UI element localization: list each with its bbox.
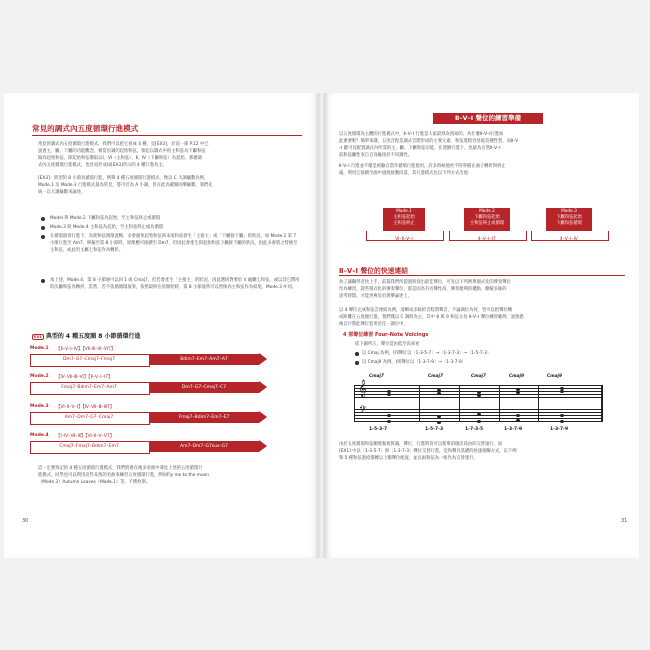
mode2-chords-b: Dm7–G7–Cmaj7–C7	[149, 382, 259, 393]
section-banner: Ⅱ–Ⅴ–Ⅰ 聲位的練習準備	[433, 113, 543, 124]
bullet-dot	[41, 226, 45, 230]
barline	[499, 385, 500, 421]
chord-name: Cmaj9	[509, 374, 524, 379]
voicing-label: 1-5-3-7	[369, 427, 388, 432]
mode3-sequence: Ⅱ–Ⅴ–Ⅰ–Ⅳ	[560, 237, 578, 242]
subsection-title: Ⅱ–Ⅴ–Ⅰ 聲位的快速連結	[339, 267, 409, 275]
final-barline	[601, 385, 603, 421]
voicing-list-1: 以 Cmaj 為例，Ⅰ到聲位以〔1-3-5-7〕→〔1-3-7-3〕→〔1-5-7-3〕	[362, 351, 492, 356]
mode3-chords-a: Am7–Dm7–G7–Cmaj7	[64, 415, 114, 420]
mode2-progression: 【Ⅳ–Ⅶ–Ⅲ–Ⅵ】【Ⅱ–Ⅴ–Ⅰ–Ⅰ7】	[56, 375, 113, 380]
mode4-progression: 【Ⅰ–Ⅳ–Ⅶ–Ⅲ】【Ⅵ–Ⅱ–Ⅴ–Ⅴ7】	[56, 434, 115, 439]
ex3-paragraph: [EX3]：典型的 8 小節為循環行進，例舉 4 種五度循環行進模式，像以 C 大調級數為例， Mode.1 及 Mode.3 行進模式最為常見，將可近為 A 小調，但在此為避開同樂級數，我們先 統一以大調級數來論述。	[38, 176, 213, 196]
paragraph-b: 以 4 聲位完成和弦音連結為例，清晰成多餘的音程間聲音，不論調位為何，皆可以把聲位構 成距離在五度圈行進，我們僅以 C 調與為主，其中 8 與 9 和弦分為 Ⅱ–Ⅴ–Ⅰ 聲位練習範例，請熟悉 後自行將此聲位套用於任一調位中。	[339, 308, 524, 328]
subsection-rule	[339, 275, 625, 276]
page-number-left: 30	[22, 518, 29, 524]
bass-clef-icon: 𝄢	[359, 404, 367, 418]
arrow-head	[259, 440, 267, 452]
mode1-chords-a: Dm7–G7–Cmaj7–Fmaj7	[62, 357, 116, 362]
ex-tag: EX3	[34, 335, 42, 339]
mode4-chords-a: Cmaj7–Fmaj7–Bdim7–Em7	[59, 444, 119, 449]
intro-paragraph-2: Ⅱ–Ⅴ–Ⅰ 行進並不僅是經驗自當作循環行進使用，許多時候他更不時穿插在曲子轉折與終止 處，利用它接續至曲中過渡接應段落，其行進模式包以下列方式出現：	[339, 164, 506, 177]
barline	[459, 385, 460, 421]
mode4-chords-b: Am7–Dm7–G7sus–G7	[149, 441, 259, 452]
book-spine	[318, 93, 325, 558]
chord-name: Cmaj7	[471, 374, 486, 379]
mode1-chords-b: Bdim7–Em7–Am7–A7	[149, 354, 259, 365]
bullet-dot	[355, 361, 359, 365]
bullet-dot	[355, 352, 359, 356]
mode2-box: Mode.2 下屬和弦起始 主和弦終止或循環	[464, 208, 510, 231]
treble-clef-icon: 𝄞	[358, 379, 367, 397]
paragraph-a: 為了讓鋼琴者快上手，前篇我們所提過與找出最佳聲位，可先以下列例舉個式化的彈奏聲位 作為練習，證些制式化的彈奏聲位，都是因為有名聲性高、彈奏便利的優點，瞭解多餘的 思考時間，才能更專於於與樂論述上。	[339, 280, 511, 300]
voicing-list-2: 以 Cmaj9 為例，Ⅰ到聲位以〔1-3-7-9〕→〔1-3-7-9〕	[362, 360, 467, 365]
bullet-dot	[41, 279, 45, 283]
mode1-progression: 【Ⅱ–Ⅴ–Ⅰ–Ⅳ】【Ⅶ–Ⅲ–Ⅵ–Ⅵ7】	[56, 347, 116, 352]
mode3-label: Mode.3	[30, 404, 49, 409]
mode1-label: Mode.1	[30, 346, 49, 351]
closing-paragraph: 這一定要熟記的 4 種五度循環行進模式，我們將會在後多看曲中遇見上述的五度循環行 進模式，同學也可以利用這些耳熟的名曲來練習五度循環行進，例如Fly me to the moon （Mode.3）Autumn Leaves（Mode.1）等，不勝枚舉。	[38, 466, 209, 486]
chord-name: Cmaj9	[547, 374, 562, 379]
chord-name: Cmaj7	[369, 374, 384, 379]
page-number-right: 31	[621, 518, 628, 524]
mode2-label: Mode.2	[30, 374, 49, 379]
voicing-label: 1-5-7-3	[425, 427, 444, 432]
bullet-3: 在循環演奏行進下，為使和弦循環流暢，多會避免起始和弦與末尾和弦發生「主接主」或「下屬接下屬」的狀況，如 Mode.1 第 7 小節行進至 Am7，移擬至第 8 小節時，原理應可接續至 Dm7，但因此會產生與起始和弦下屬接下屬的狀況，因此多會將之替換至主和弦，或此用主屬七和弦作為轉折。	[50, 234, 298, 254]
bullet-4: 承上述，Mode.4，第 8 小節通可以回 1 或 Cmaj7，但若會產生「主接主」的狀況，因此選回對要於 V 級屬七和弦，或以其它慣用的次屬和弦為轉折，當然，若不依循循環演奏，依照最終在於開始時，第 8 小節通常可以替換為主和弦作為結尾，Mode.3 亦同。	[50, 278, 300, 291]
bullet-2: Mode.3 與 Mode.4 主和弦為起始，至主和弦終止或為循環	[50, 225, 164, 230]
arrow-head	[259, 381, 267, 393]
section-title: 常見的調式內五度循環行進模式	[32, 124, 139, 133]
barline	[538, 385, 539, 421]
voicing-label: 1-7-3-5	[465, 427, 484, 432]
mode2-sequence: Ⅱ–Ⅴ–Ⅰ–Ⅰ7	[478, 237, 496, 242]
title-rule	[32, 135, 302, 136]
voicing-subtitle: 4 部聲位練習 Four-Note Voicings	[343, 332, 429, 338]
bullet-dot	[41, 235, 45, 239]
mode3-chords-b: Fmaj7–Bdim7–Em7–E7	[149, 412, 259, 423]
intro-paragraph: 以五度循環為主體的行進模式中，Ⅱ–Ⅴ–Ⅰ 行進是大家最熟為熟知的，為什麼Ⅱ–Ⅴ–Ⅰ行進如 此重要呢？簡單來講，五度音程是調式音階形成的主要元素，和弦進程容易從這種性質，而Ⅱ–Ⅴ –Ⅰ 鍵可以配置調式內所需的主、屬、下屬和弦功能，在連續行進下，也最為自然Ⅱ–Ⅴ–Ⅰ 前和弦屬性來自自身級接於不同調性。	[339, 132, 519, 159]
mode2-chords-a: Fmaj7–Bdim7–Em7–Am7	[61, 385, 117, 390]
mode4-label: Mode.4	[30, 433, 49, 438]
voicing-label: 1-3-7-9	[504, 427, 523, 432]
final-paragraph: 由於五度循環和弦關係緊密與調，聲位、行進時管可以使單的儀出爲由的交替運行，如 [EX1] 中以〔1-3-5-7〕與〔1-3-7-3〕聲位交替行進，是和聲具基礎的快速接觸方式，以下例 舉 5 種和弦過給都轉以上關聲位配置，並以兩和弦為一組作為交替運行。	[339, 442, 517, 462]
bullet-1: Model 與 Mode.2 下屬和弦為起始，至主和弦終止或循環	[50, 216, 161, 221]
chord-name: Cmaj7	[428, 374, 443, 379]
example-heading: EX3 典型的 4 種五度圈 8 小節循環行進	[34, 333, 141, 340]
mode3-progression: 【Ⅵ–Ⅱ–Ⅴ–Ⅰ】【Ⅳ–Ⅶ–Ⅲ–Ⅲ7】	[56, 405, 115, 410]
arrow-head	[259, 353, 267, 365]
left-page	[4, 93, 318, 558]
voicing-intro: 依下圖所示，聲位當由低至高來看	[355, 342, 420, 347]
right-page	[325, 93, 639, 558]
bullet-dot	[41, 217, 45, 221]
barline	[419, 385, 420, 421]
mode1-box: Mode.1 主和弦起始 主和弦終止	[383, 208, 425, 231]
voicing-label: 1-3-7-9	[550, 427, 569, 432]
intro-paragraph: 常見的調式內五度循環行進模式，我們可以把它看成 4 種，見[EX3]，於前一節 P.12 中已 說過主、屬、下屬的功能觀念，相當於調的起始和弦，領起以調式中的主和弦為下屬和弦 做為起始和弦，即起始和弦選取以Ⅰ、Ⅵ（主和弦）、Ⅱ、Ⅳ（下屬和弦）為起始，那麼調 式內五度循環行進模式，也容易形成如[EX3]所示的 4 種行進為主。	[38, 142, 209, 169]
mode3-box: Mode.3 下屬和弦起始 下屬和弦循環	[546, 208, 592, 231]
mode1-sequence: Ⅵ–Ⅱ–Ⅴ–Ⅰ	[395, 237, 413, 242]
arrow-head	[259, 411, 267, 423]
